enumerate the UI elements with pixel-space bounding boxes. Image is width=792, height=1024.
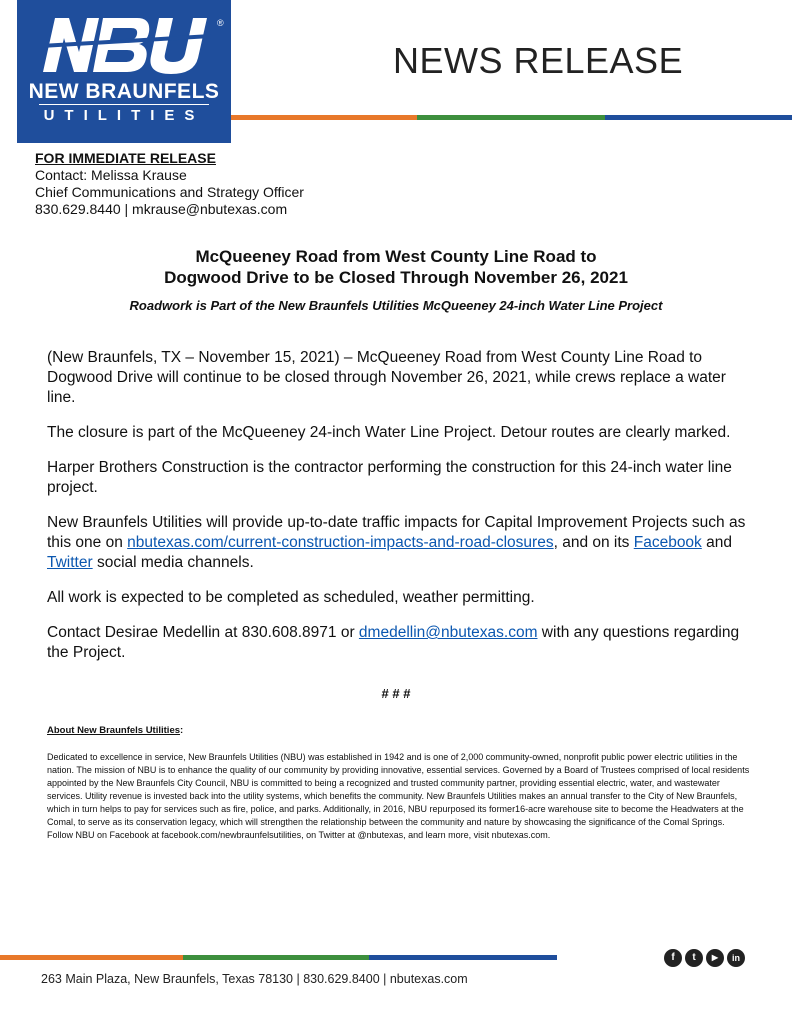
headline-line-2: Dogwood Drive to be Closed Through November 26, 2021 xyxy=(164,268,628,287)
paragraph-4 xyxy=(47,513,757,573)
footer-bar-green xyxy=(183,955,369,960)
email-link[interactable]: dmedellin@nbutexas.com xyxy=(358,624,538,641)
subheadline: Roadwork is Part of the New Braunfels Utilities McQueeney 24-inch Water Line Project xyxy=(129,298,663,313)
about-heading xyxy=(47,725,183,736)
press-release-body xyxy=(47,348,757,678)
header-bar-orange xyxy=(231,115,417,120)
header-bar-blue xyxy=(605,115,792,120)
construction-impacts-link[interactable]: nbutexas.com/current-construction-impacts-and-road-closures xyxy=(127,534,554,551)
paragraph-4-text-a: New Braunfels Utilities will provide up-to-date traffic impacts for Capital Improvement Projects such as this one on xyxy=(47,514,746,551)
paragraph-6 xyxy=(47,623,757,663)
paragraph-1: (New Braunfels, TX – November 15, 2021) – McQueeney Road from West County Line Road to Dogwood Drive will continue to be closed through November 26, 2021, while crews replace a water line. xyxy=(47,349,726,406)
contact-name: Contact: Melissa Krause xyxy=(35,167,187,183)
footer-bar-orange xyxy=(0,955,183,960)
paragraph-6-text-b: with any questions regarding the Project. xyxy=(47,624,740,661)
end-mark: # # # xyxy=(381,686,411,701)
paragraph-4-text-b: , and on its xyxy=(553,534,634,551)
contact-block xyxy=(35,150,304,218)
headline xyxy=(0,246,792,288)
footer-bar-blue xyxy=(369,955,557,960)
paragraph-4-text-c: and xyxy=(701,534,732,551)
contact-role: Chief Communications and Strategy Officer xyxy=(35,184,304,200)
paragraph-5: All work is expected to be completed as scheduled, weather permitting. xyxy=(47,589,535,606)
logo-line-new-braunfels: NEW BRAUNFELS xyxy=(28,80,220,103)
trademark-symbol: ® xyxy=(217,18,224,28)
linkedin-icon[interactable]: in xyxy=(727,949,745,967)
about-paragraph: Dedicated to excellence in service, New Braunfels Utilities (NBU) was established in 1942 and is one of 2,000 community-owned, nonprofit public power electric utilities in the nation. The mission of NBU is to enhance the quality of our community by providing innovative, essential services. Governed by a Board of Trustees comprised of local residents appointed by the New Braunfels City Council, NBU is committed to being a recognized and trusted community partner, providing essential electric, water, and wastewater services. Utility revenue is invested back into the utility systems, which benefits the community. New Braunfels Utilities makes an annual transfer to the City of New Braunfels, which in turn helps to pay for services such as fire, police, and parks. Additionally, in 2016, NBU repurposed its former16-acre warehouse site to become the Headwaters at the Comal, to serve as its conservation legacy, which will strengthen the relationship between the community and nature by showcasing the significance of the Comal Springs. Follow NBU on Facebook at facebook.com/newbraunfelsutilities, on Twitter at @nbutexas, and learn more, visit nbutexas.com. xyxy=(47,752,750,840)
about-heading-colon: : xyxy=(180,725,184,736)
contact-phone-email: 830.629.8440 | mkrause@nbutexas.com xyxy=(35,201,288,217)
facebook-link[interactable]: Facebook xyxy=(633,534,702,551)
logo-line-utilities: UTILITIES xyxy=(43,107,205,124)
nbu-logo-mark-icon xyxy=(41,14,211,76)
paragraph-3: Harper Brothers Construction is the contractor performing the construction for this 24-inch water line project. xyxy=(47,459,732,496)
footer-address: 263 Main Plaza, New Braunfels, Texas 78130 | 830.629.8400 | nbutexas.com xyxy=(41,972,468,986)
logo-divider xyxy=(39,104,209,105)
twitter-link[interactable]: Twitter xyxy=(47,554,93,571)
paragraph-4-text-d: social media channels. xyxy=(92,554,254,571)
paragraph-6-text-a: Contact Desirae Medellin at 830.608.8971 or xyxy=(47,624,359,641)
page-title: NEWS RELEASE xyxy=(393,40,684,81)
header-bar-green xyxy=(417,115,605,120)
nbu-logo xyxy=(17,0,231,143)
about-heading-text: About New Braunfels Utilities xyxy=(47,725,181,736)
facebook-icon[interactable]: f xyxy=(664,949,682,967)
headline-line-1: McQueeney Road from West County Line Road to xyxy=(195,247,597,266)
youtube-icon[interactable]: ▶ xyxy=(706,949,724,967)
paragraph-2: The closure is part of the McQueeney 24-inch Water Line Project. Detour routes are clearly marked. xyxy=(47,424,731,441)
release-label: FOR IMMEDIATE RELEASE xyxy=(35,150,216,166)
twitter-icon[interactable]: t xyxy=(685,949,703,967)
